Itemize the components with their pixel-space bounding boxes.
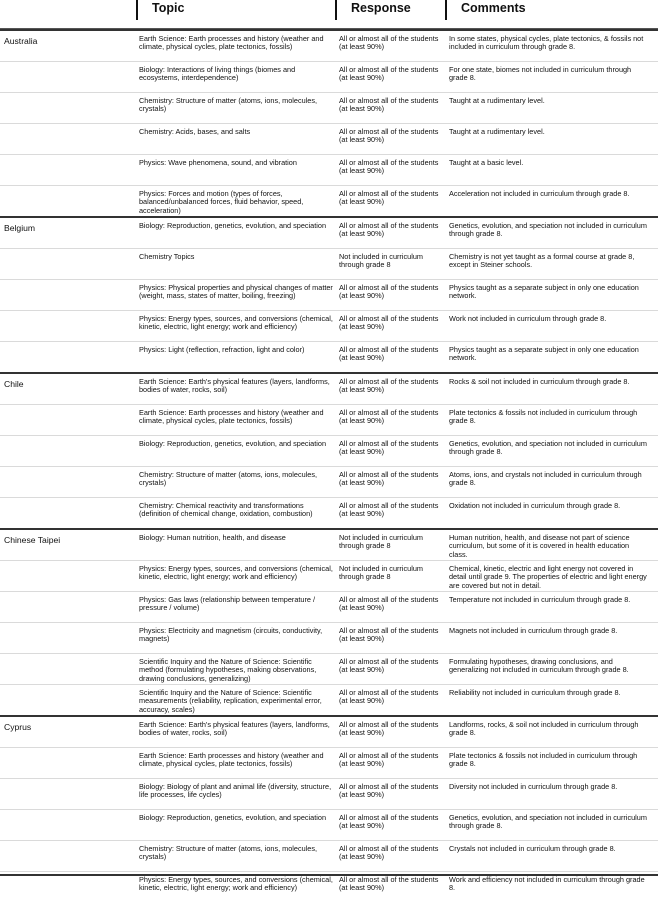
response-cell: Not included in curriculum through grade 8 xyxy=(339,253,423,270)
topic-cell: Biology: Interactions of living things (biomes and ecosystems, interdependence) xyxy=(139,66,296,83)
country-section xyxy=(0,372,658,528)
country-section xyxy=(0,528,658,715)
comment-cell: Crystals not included in curriculum through grade 8. xyxy=(449,845,616,853)
response-cell: All or almost all of the students (at least 90%) xyxy=(339,845,439,862)
comment-cell: In some states, physical cycles, plate tectonics, & fossils not included in curriculum through grade 8. xyxy=(449,35,644,52)
response-cell: All or almost all of the students (at least 90%) xyxy=(339,689,439,706)
response-cell: All or almost all of the students (at least 90%) xyxy=(339,284,439,301)
comment-cell: Temperature not included in curriculum through grade 8. xyxy=(449,596,631,604)
table-row xyxy=(0,717,658,747)
comment-cell: Taught at a basic level. xyxy=(449,159,524,167)
table-row xyxy=(0,31,658,61)
curriculum-table xyxy=(0,29,658,902)
topic-cell: Biology: Biology of plant and animal life (diversity, structure, life processes, life cycles) xyxy=(139,783,332,800)
response-cell: All or almost all of the students (at least 90%) xyxy=(339,502,439,519)
topic-cell: Biology: Reproduction, genetics, evolution, and speciation xyxy=(139,814,327,822)
table-row xyxy=(0,404,658,435)
country-name: Belgium xyxy=(4,223,36,233)
topic-cell: Chemistry: Structure of matter (atoms, ions, molecules, crystals) xyxy=(139,845,318,862)
response-cell: All or almost all of the students (at least 90%) xyxy=(339,159,439,176)
topic-cell: Earth Science: Earth's physical features (layers, landforms, bodies of water, rocks, soil) xyxy=(139,721,330,738)
topic-cell: Biology: Human nutrition, health, and disease xyxy=(139,534,286,542)
topic-cell: Physics: Light (reflection, refraction, light and color) xyxy=(139,346,305,354)
country-section xyxy=(0,216,658,372)
table-row xyxy=(0,92,658,123)
table-row xyxy=(0,374,658,404)
topic-cell: Earth Science: Earth processes and history (weather and climate, physical cycles, plate tectonics, fossils) xyxy=(139,409,324,426)
table-row xyxy=(0,435,658,466)
response-cell: All or almost all of the students (at least 90%) xyxy=(339,752,439,769)
response-cell: All or almost all of the students (at least 90%) xyxy=(339,35,439,52)
comment-cell: Genetics, evolution, and speciation not included in curriculum through grade 8. xyxy=(449,222,647,239)
country-name: Australia xyxy=(4,36,38,46)
table-row xyxy=(0,653,658,684)
topic-cell: Physics: Wave phenomena, sound, and vibration xyxy=(139,159,297,167)
response-cell: All or almost all of the students (at least 90%) xyxy=(339,378,439,395)
topic-cell: Chemistry: Structure of matter (atoms, ions, molecules, crystals) xyxy=(139,471,318,488)
response-cell: All or almost all of the students (at least 90%) xyxy=(339,128,439,145)
topic-cell: Chemistry Topics xyxy=(139,253,195,261)
response-cell: Not included in curriculum through grade 8 xyxy=(339,565,423,582)
comment-cell: Physics taught as a separate subject in only one education network. xyxy=(449,284,639,301)
response-column-header: Response xyxy=(335,0,441,20)
topic-cell: Physics: Gas laws (relationship between temperature / pressure / volume) xyxy=(139,596,316,613)
topic-cell: Earth Science: Earth processes and history (weather and climate, physical cycles, plate tectonics, fossils) xyxy=(139,752,324,769)
table-row xyxy=(0,684,658,715)
table-row xyxy=(0,622,658,653)
response-cell: All or almost all of the students (at least 90%) xyxy=(339,222,439,239)
table-row xyxy=(0,560,658,591)
comment-cell: Human nutrition, health, and disease not part of science curriculum, but some of it is covered in health education class. xyxy=(449,534,630,559)
comment-cell: Taught at a rudimentary level. xyxy=(449,97,545,105)
topic-cell: Chemistry: Structure of matter (atoms, ions, molecules, crystals) xyxy=(139,97,318,114)
comment-cell: Taught at a rudimentary level. xyxy=(449,128,545,136)
comment-cell: Rocks & soil not included in curriculum through grade 8. xyxy=(449,378,630,386)
table-header xyxy=(0,0,658,28)
topic-cell: Physics: Energy types, sources, and conversions (chemical, kinetic, electric, light energy; work and efficiency) xyxy=(139,315,333,332)
comment-cell: Formulating hypotheses, drawing conclusions, and generalizing not included in curriculum through grade 8. xyxy=(449,658,629,675)
topic-cell: Physics: Forces and motion (types of forces, balanced/unbalanced forces, fluid behavior, speed, acceleration) xyxy=(139,190,304,215)
comment-cell: Physics taught as a separate subject in only one education network. xyxy=(449,346,639,363)
comment-cell: Diversity not included in curriculum through grade 8. xyxy=(449,783,618,791)
comment-cell: Plate tectonics & fossils not included in curriculum through grade 8. xyxy=(449,409,638,426)
comment-cell: Atoms, ions, and crystals not included in curriculum through grade 8. xyxy=(449,471,642,488)
response-cell: All or almost all of the students (at least 90%) xyxy=(339,627,439,644)
table-row xyxy=(0,840,658,871)
topic-cell: Earth Science: Earth processes and history (weather and climate, physical cycles, plate tectonics, fossils) xyxy=(139,35,324,52)
response-cell: All or almost all of the students (at least 90%) xyxy=(339,814,439,831)
comment-cell: Reliability not included in curriculum through grade 8. xyxy=(449,689,621,697)
country-name: Chinese Taipei xyxy=(4,535,61,545)
table-row xyxy=(0,61,658,92)
comment-cell: For one state, biomes not included in curriculum through grade 8. xyxy=(449,66,632,83)
response-cell: All or almost all of the students (at least 90%) xyxy=(339,409,439,426)
comment-cell: Oxidation not included in curriculum through grade 8. xyxy=(449,502,621,510)
table-row xyxy=(0,154,658,185)
topic-cell: Scientific Inquiry and the Nature of Science: Scientific method (formulating hypotheses, making observations, drawing conclusions, generalizing) xyxy=(139,658,317,683)
response-cell: All or almost all of the students (at least 90%) xyxy=(339,783,439,800)
comment-cell: Work not included in curriculum through grade 8. xyxy=(449,315,607,323)
comment-cell: Chemistry is not yet taught as a formal course at grade 8, except in Steiner schools. xyxy=(449,253,635,270)
response-cell: All or almost all of the students (at least 90%) xyxy=(339,440,439,457)
topic-cell: Chemistry: Chemical reactivity and transformations (definition of chemical change, oxidation, combustion) xyxy=(139,502,313,519)
response-cell: Not included in curriculum through grade 8 xyxy=(339,534,423,551)
topic-cell: Biology: Reproduction, genetics, evolution, and speciation xyxy=(139,222,327,230)
topic-cell: Physics: Electricity and magnetism (circuits, conductivity, magnets) xyxy=(139,627,323,644)
response-cell: All or almost all of the students (at least 90%) xyxy=(339,721,439,738)
response-cell: All or almost all of the students (at least 90%) xyxy=(339,346,439,363)
table-row xyxy=(0,123,658,154)
table-row xyxy=(0,185,658,216)
table-row xyxy=(0,809,658,840)
table-row xyxy=(0,591,658,622)
comment-cell: Work and efficiency not included in curriculum through grade 8. xyxy=(449,876,645,893)
topic-cell: Physics: Physical properties and physical changes of matter (weight, mass, states of matter, boiling, freezing) xyxy=(139,284,333,301)
comment-cell: Acceleration not included in curriculum through grade 8. xyxy=(449,190,630,198)
table-row xyxy=(0,497,658,528)
country-name: Chile xyxy=(4,379,24,389)
table-row xyxy=(0,310,658,341)
comment-cell: Landforms, rocks, & soil not included in curriculum through grade 8. xyxy=(449,721,639,738)
response-cell: All or almost all of the students (at least 90%) xyxy=(339,190,439,207)
response-cell: All or almost all of the students (at least 90%) xyxy=(339,876,439,893)
topic-cell: Earth Science: Earth's physical features (layers, landforms, bodies of water, rocks, soil) xyxy=(139,378,330,395)
country-section xyxy=(0,29,658,216)
table-bottom-rule xyxy=(0,874,658,876)
response-cell: All or almost all of the students (at least 90%) xyxy=(339,596,439,613)
comments-column-header: Comments xyxy=(445,0,641,20)
topic-cell: Physics: Energy types, sources, and conversions (chemical, kinetic, electric, light energy; work and efficiency) xyxy=(139,876,333,893)
table-row xyxy=(0,218,658,248)
topic-cell: Biology: Reproduction, genetics, evolution, and speciation xyxy=(139,440,327,448)
response-cell: All or almost all of the students (at least 90%) xyxy=(339,66,439,83)
response-cell: All or almost all of the students (at least 90%) xyxy=(339,315,439,332)
topic-cell: Physics: Energy types, sources, and conversions (chemical, kinetic, electric, light energy; work and efficiency) xyxy=(139,565,333,582)
table-row xyxy=(0,466,658,497)
response-cell: All or almost all of the students (at least 90%) xyxy=(339,471,439,488)
topic-column-header: Topic xyxy=(136,0,332,20)
table-row xyxy=(0,341,658,372)
comment-cell: Plate tectonics & fossils not included in curriculum through grade 8. xyxy=(449,752,638,769)
comment-cell: Genetics, evolution, and speciation not included in curriculum through grade 8. xyxy=(449,814,647,831)
table-row xyxy=(0,248,658,279)
response-cell: All or almost all of the students (at least 90%) xyxy=(339,658,439,675)
topic-cell: Chemistry: Acids, bases, and salts xyxy=(139,128,251,136)
response-cell: All or almost all of the students (at least 90%) xyxy=(339,97,439,114)
table-row xyxy=(0,530,658,560)
comment-cell: Magnets not included in curriculum through grade 8. xyxy=(449,627,618,635)
comment-cell: Genetics, evolution, and speciation not included in curriculum through grade 8. xyxy=(449,440,647,457)
comment-cell: Chemical, kinetic, electric and light energy not covered in detail until grade 9. The properties of electric and light energy are covered but not in detail. xyxy=(449,565,647,590)
table-row xyxy=(0,778,658,809)
table-row xyxy=(0,279,658,310)
topic-cell: Scientific Inquiry and the Nature of Science: Scientific measurements (reliability, replication, experimental error, accuracy, scales) xyxy=(139,689,322,714)
table-row xyxy=(0,747,658,778)
country-name: Cyprus xyxy=(4,722,32,732)
